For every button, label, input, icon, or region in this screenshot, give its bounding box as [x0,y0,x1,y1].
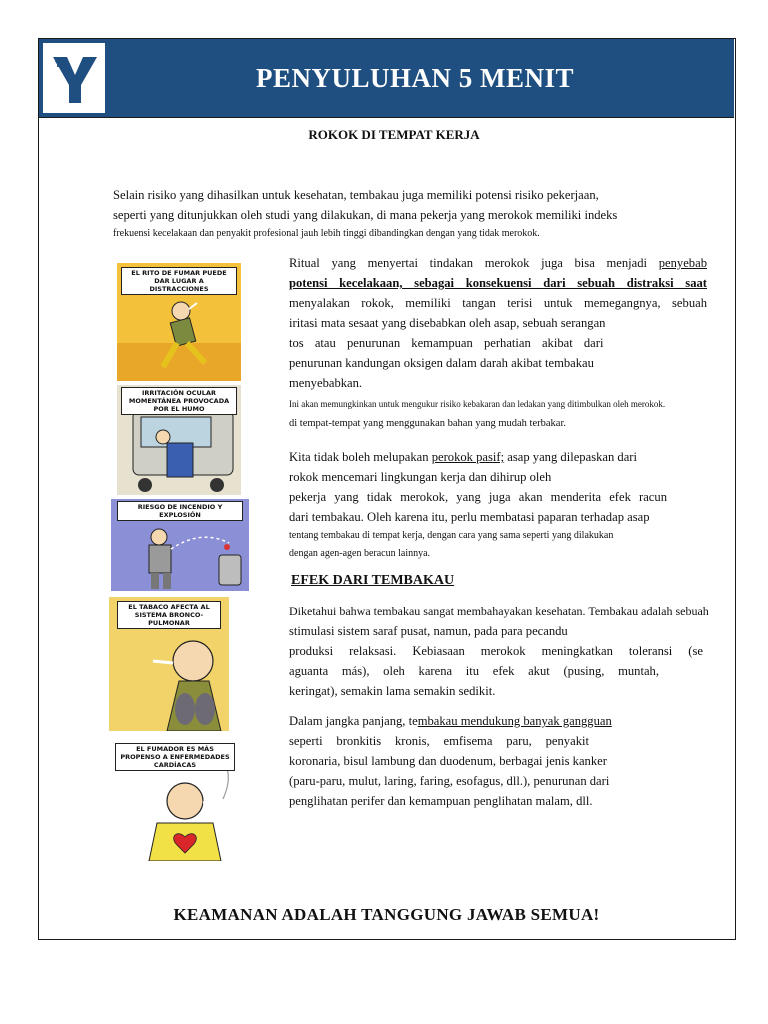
intro-paragraph [113,185,673,243]
caption-lungs: EL TABACO AFECTA AL SISTEMA BRONCO-PULMONAR [117,601,221,629]
caption-eye-irritation: IRRITACIÓN OCULAR MOMENTÁNEA PROVOCADA POR EL HUMO [121,387,237,415]
cartoon-lungs [109,597,229,731]
svg-text:YA: YA [55,60,67,69]
passive-smoking-paragraph: Kita tidak boleh melupakan perokok pasif; asap yang dilepaskan dari rokok mencemari lingkungan kerja dan dihirup oleh pekerja yang tidak merokok, yang juga akan menderita efek racun dari tembakau. Oleh karena itu, perlu membatasi paparan terhadap asap tentang tembakau di tempat kerja, dengan cara yang sama seperti yang dilakukan dengan agen-agen beracun lainnya. [289,450,667,559]
safety-slogan: KEAMANAN ADALAH TANGGUNG JAWAB SEMUA! [173,905,600,924]
cartoon-eye-irritation [117,385,241,495]
long-term-paragraph: Dalam jangka panjang, tembakau mendukung banyak gangguan seperti bronkitis kronis, emfisema paru, penyakit koronaria, bisul lambung dan duodenum, berbagai jenis kanker (paru-paru, mulut, laring, faring, esofagus, dll.), penurunan dari penglihatan perifer dan kemampuan penglihatan malam, dll. [289,714,612,808]
caption-fire-risk: RIESGO DE INCENDIO Y EXPLOSIÓN [117,501,243,521]
cartoon-heart [111,741,257,861]
effects-heading: EFEK DARI TEMBAKAU [291,573,455,588]
intro-line: frekuensi kecelakaan dan penyakit profesional jauh lebih tinggi dibandingkan dengan yang tidak merokok. [113,228,540,239]
intro-line: Selain risiko yang dihasilkan untuk kesehatan, tembakau juga memiliki potensi risiko pekerjaan, [113,188,599,202]
article-subtitle: ROKOK DI TEMPAT KERJA [308,127,480,142]
cartoon-fire-risk [111,499,249,591]
effects-paragraph: Diketahui bahwa tembakau sangat membahayakan kesehatan. Tembakau adalah sebuah stimulasi sistem saraf pusat, namun, pada para pecandu produksi relaksasi. Kebiasaan merokok meningkatkan toleransi (se aguanta más), oleh karena itu efek akut (pusing, muntah, keringat), semakin lama semakin sedikit. [289,604,709,698]
page-title: PENYULUHAN 5 MENIT [255,63,574,93]
document-frame [38,38,736,940]
caption-heart: EL FUMADOR ES MÁS PROPENSO A ENFERMEDADES CARDÍACAS [115,743,235,771]
intro-line: seperti yang ditunjukkan oleh studi yang dilakukan, di mana pekerja yang merokok memiliki indeks [113,208,618,222]
y-logo-icon [43,43,105,113]
caption-distraction: EL RITO DE FUMAR PUEDE DAR LUGAR A DISTRACCIONES [121,267,237,295]
cartoon-distraction [117,263,241,381]
ritual-paragraph: Ritual yang menyertai tindakan merokok juga bisa menjadi penyebab potensi kecelakaan, sebagai konsekuensi dari sebuah distraksi saat menyalakan rokok, memiliki tangan terisi untuk memegangnya, sebuah iritasi mata sesaat yang disebabkan oleh asap, sebuah serangan tos atau penurunan kemampuan perhatian akibat dari penurunan kandungan oksigen dalam darah akibat tembakau menyebabkan. [289,256,707,390]
header-banner [39,39,734,118]
fire-risk-note: Ini akan memungkinkan untuk mengukur risiko kebakaran dan ledakan yang ditimbulkan oleh merokok. di tempat-tempat yang menggunakan bahan yang mudah terbakar. [289,399,666,429]
company-logo [43,43,105,113]
